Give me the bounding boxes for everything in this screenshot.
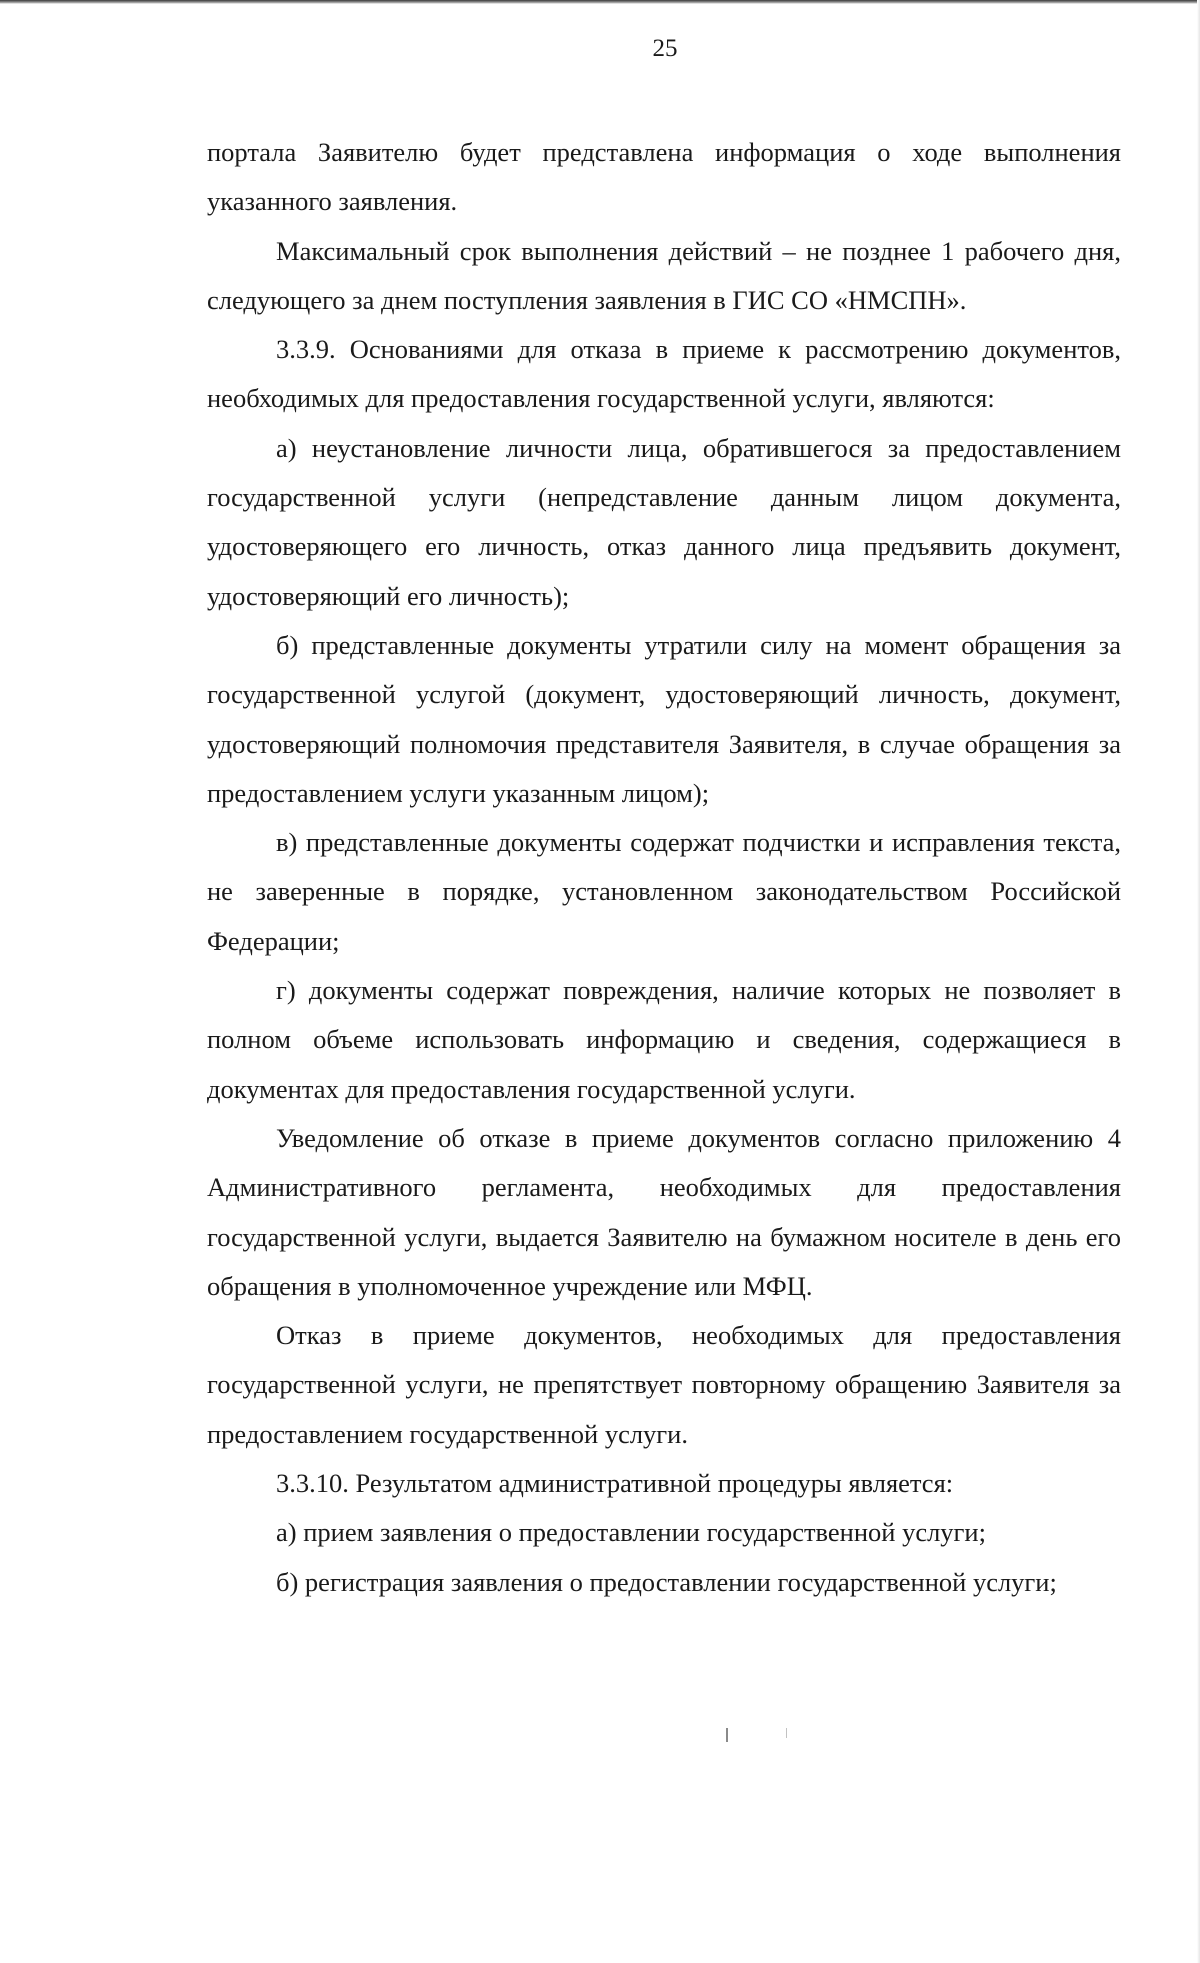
scan-artifact xyxy=(726,1728,728,1742)
paragraph-3-3-10: 3.3.10. Результатом административной процедуры является: xyxy=(276,1468,954,1499)
page-number: 25 xyxy=(652,35,678,62)
scan-artifact xyxy=(786,1728,787,1738)
list-item-b: б) представленные документы утратили силу на момент обращения за государственной услугой (документ, удостоверяющий личность, документ, удостоверяющий полномочия представителя Заявителя, в случае обращения за предоставлением услуги указанным лицом); xyxy=(207,629,1121,808)
list-item-a: а) неустановление личности лица, обратившегося за предоставлением государственной услуги (непредставление данным лицом документа, удостоверяющего его личность, отказ данного лица предъявить документ, удостоверяющий его личность); xyxy=(207,432,1121,611)
document-body xyxy=(207,128,1121,1607)
result-item-b: б) регистрация заявления о предоставлении государственной услуги; xyxy=(276,1566,1057,1597)
paragraph-max-term: Максимальный срок выполнения действий – не позднее 1 рабочего дня, следующего за днем поступления заявления в ГИС СО «НМСПН». xyxy=(207,235,1121,315)
scan-top-edge xyxy=(0,0,1200,4)
paragraph-notice: Уведомление об отказе в приеме документов согласно приложению 4 Административного регламента, необходимых для предоставления государственной услуги, выдается Заявителю на бумажном носителе в день его обращения в уполномоченное учреждение или МФЦ. xyxy=(207,1122,1121,1301)
list-item-g: г) документы содержат повреждения, наличие которых не позволяет в полном объеме использовать информацию и сведения, содержащиеся в документах для предоставления государственной услуги. xyxy=(207,975,1121,1104)
paragraph-3-3-9: 3.3.9. Основаниями для отказа в приеме к рассмотрению документов, необходимых для предоставления государственной услуги, являются: xyxy=(207,334,1121,414)
paragraph-continuation: портала Заявителю будет представлена информация о ходе выполнения указанного заявления. xyxy=(207,137,1121,217)
paragraph-refusal: Отказ в приеме документов, необходимых для предоставления государственной услуги, не препятствует повторному обращению Заявителя за предоставлением государственной услуги. xyxy=(207,1320,1121,1449)
list-item-v: в) представленные документы содержат подчистки и исправления текста, не заверенные в порядке, установленном законодательством Российской Федерации; xyxy=(207,827,1121,956)
result-item-a: а) прием заявления о предоставлении государственной услуги; xyxy=(276,1517,986,1548)
